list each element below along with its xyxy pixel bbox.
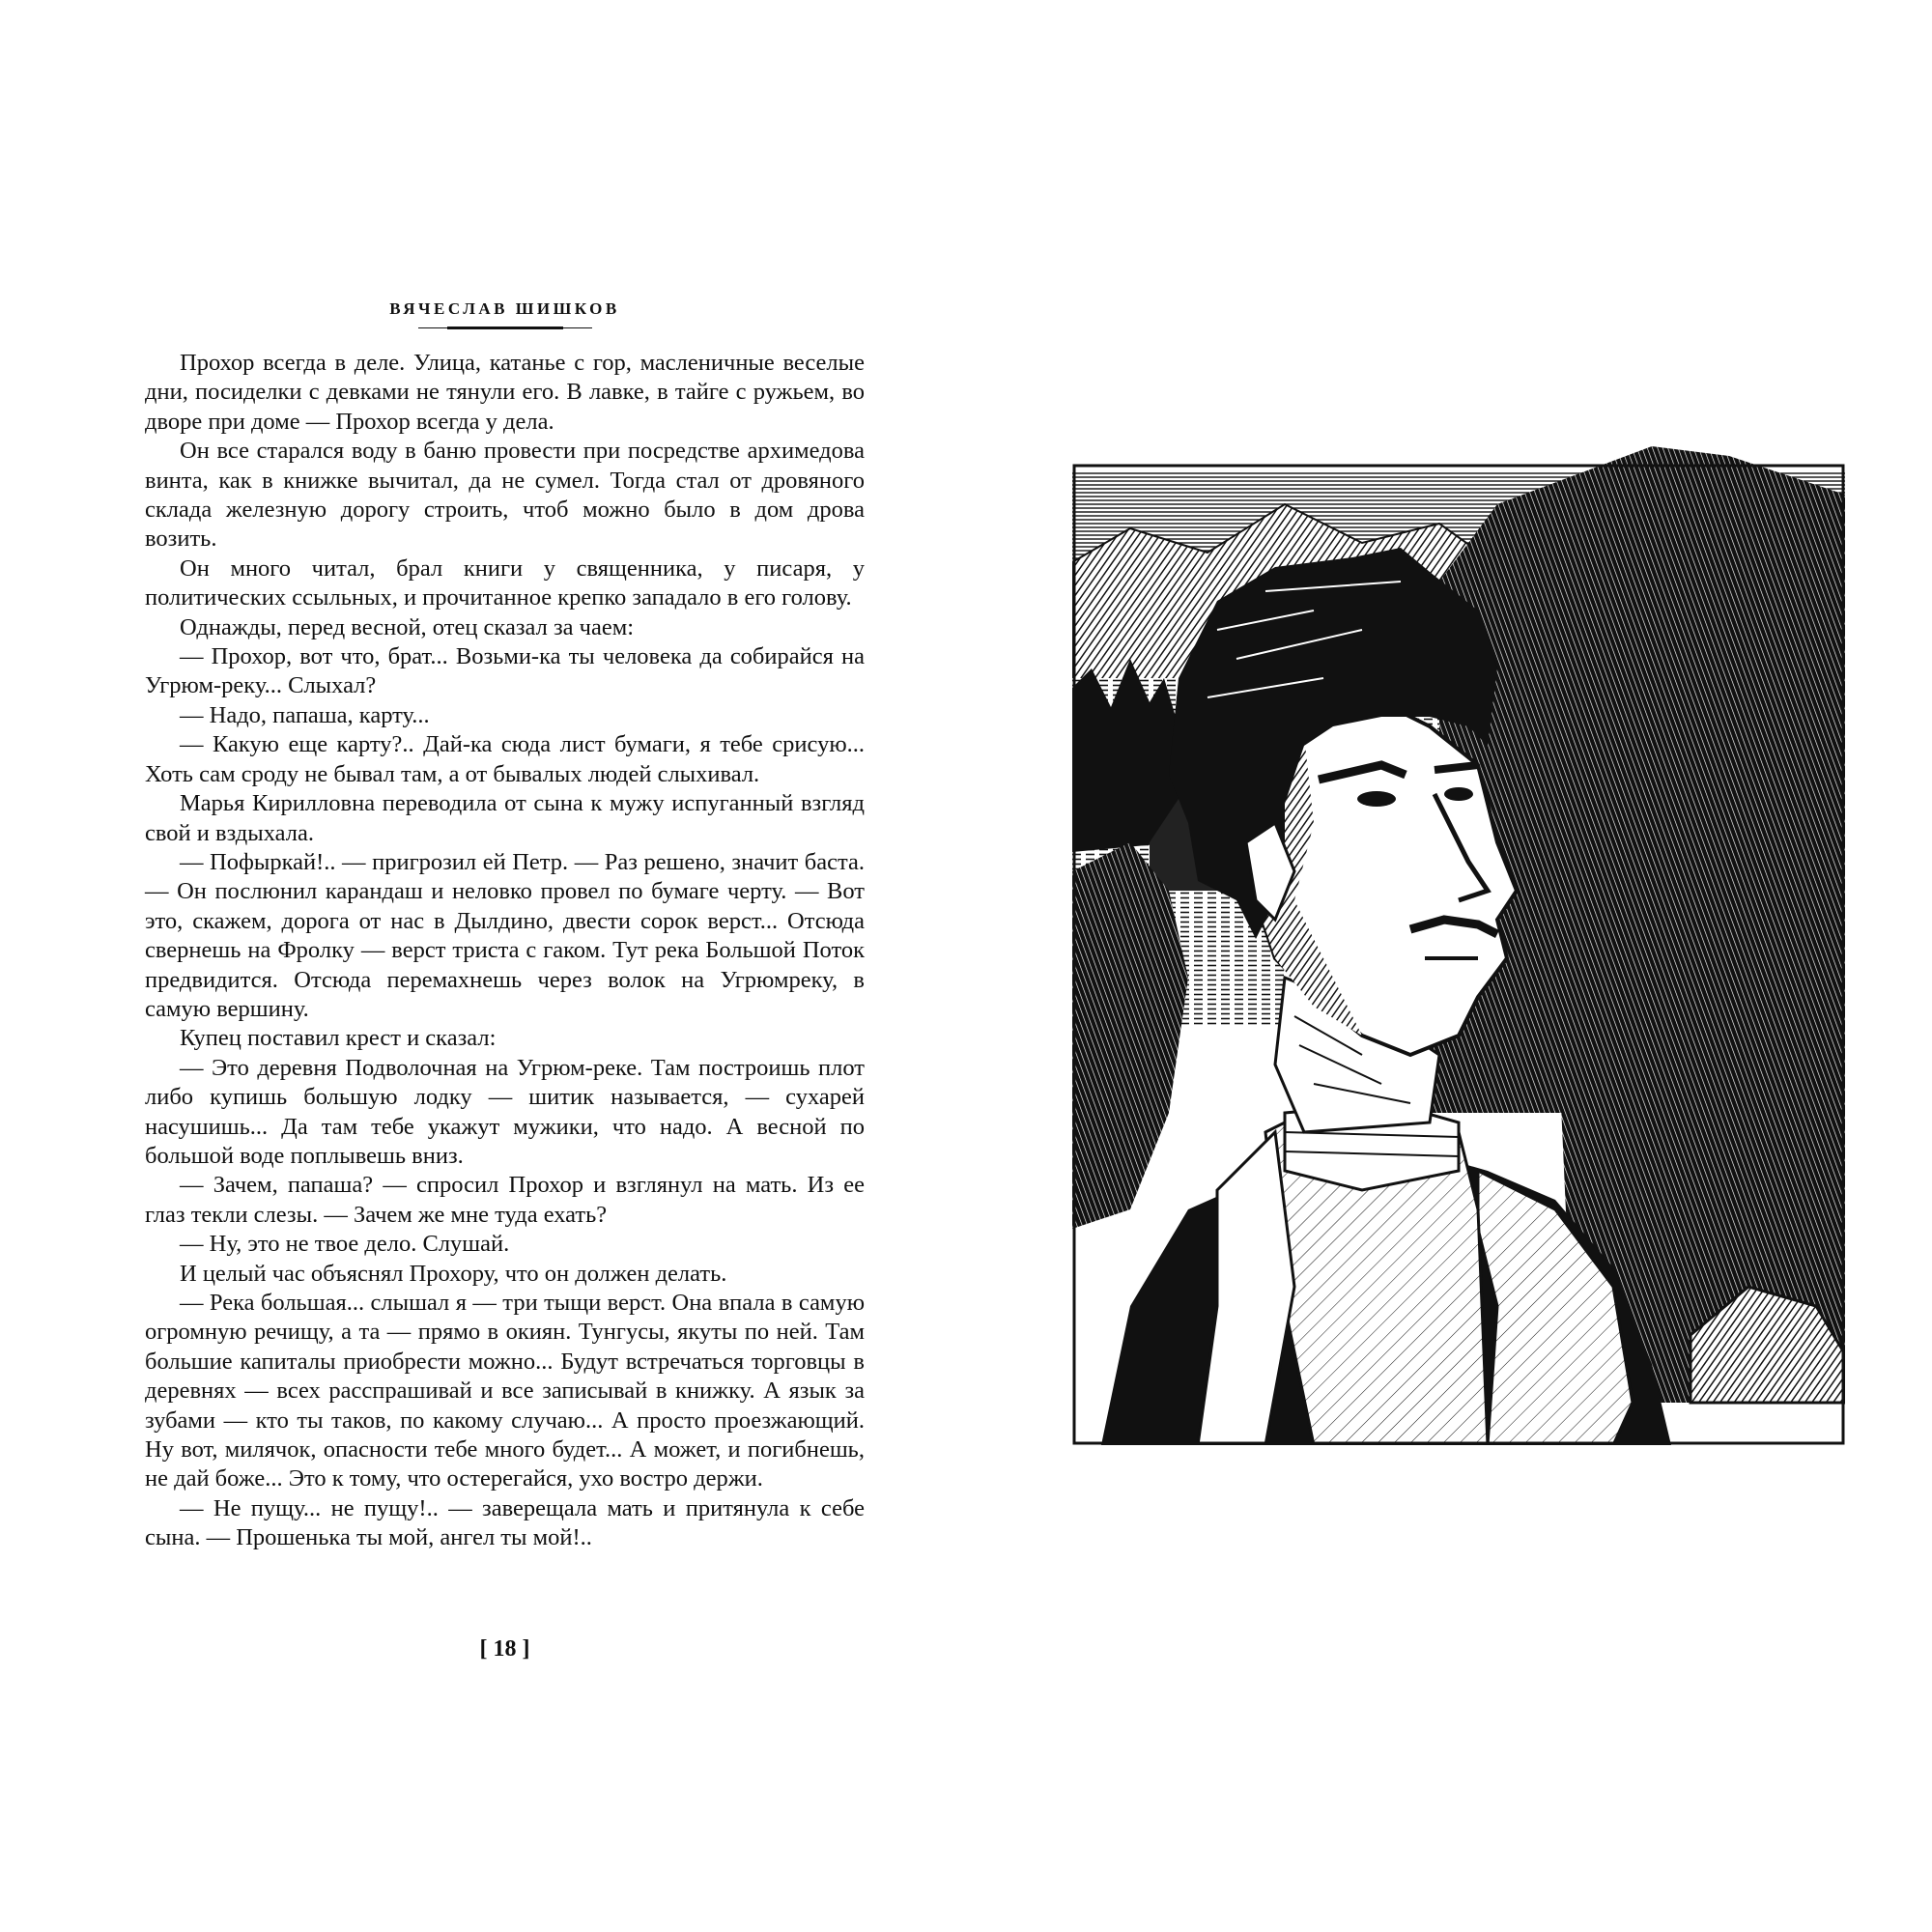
paragraph: Однажды, перед весной, отец сказал за чаем: <box>180 613 635 640</box>
woodcut-illustration <box>1072 437 1845 1445</box>
body-text <box>145 349 865 1553</box>
woodcut-portrait-icon <box>1072 437 1845 1445</box>
paragraph: Он много читал, брал книги у священника, у писаря, у политических ссыльных, и прочитанное крепко западало в его голову. <box>145 554 865 611</box>
running-head-rule <box>447 327 563 329</box>
paragraph: Он все старался воду в баню провести при посредстве архимедова винта, как в книжке вычитал, да не сумел. Тогда стал от дровяного склада железную дорогу строить, чтоб можно было в дом дрова возить. <box>145 438 865 553</box>
paragraph: — Надо, папаша, карту... <box>180 701 430 728</box>
paragraph: — Река большая... слышал я — три тыщи верст. Она впала в самую огромную речищу, а та — прямо в окиян. Тунгусы, якуты по ней. Там большие капиталы приобрести можно... Будут встречаться торговцы в деревнях — всех расспрашивай и все записывай в книжку. А язык за зубами — кто ты таков, по какому случаю... А просто проезжающий. Ну вот, милячок, опасности тебе много будет... А может, и погибнешь, не дай боже... Это к тому, что остерегайся, ухо востро держи. <box>145 1290 865 1492</box>
running-head: ВЯЧЕСЛАВ ШИШКОВ <box>389 299 620 318</box>
paragraph: — Ну, это не твое дело. Слушай. <box>180 1231 510 1258</box>
paragraph: — Пофыркай!.. — пригрозил ей Петр. — Раз решено, значит баста. — Он послюнил карандаш и неловко провел по бумаге черту. — Вот это, скажем, дорога от нас в Дылдино, двести сорок верст... Отсюда свернешь на Фролку — верст триста с гаком. Тут река Большой Поток предвидится. Отсюда перемахнешь через волок на Угрюмреку, в самую вершину. <box>145 848 865 1022</box>
paragraph: Марья Кирилловна переводила от сына к мужу испуганный взгляд свой и вздыхала. <box>145 790 865 846</box>
paragraph: Купец поставил крест и сказал: <box>180 1025 497 1052</box>
paragraph: — Прохор, вот что, брат... Возьми-ка ты человека да собирайся на Угрюм-реку... Слыхал? <box>145 643 865 699</box>
paragraph: — Зачем, папаша? — спросил Прохор и взглянул на мать. Из ее глаз текли слезы. — Зачем же мне туда ехать? <box>145 1172 865 1228</box>
paragraph: — Не пущу... не пущу!.. — заверещала мать и притянула к себе сына. — Прошенька ты мой, ангел ты мой!.. <box>145 1494 865 1551</box>
paragraph: Прохор всегда в деле. Улица, катанье с гор, масленичные веселые дни, посиделки с девками не тянули его. В лавке, в тайге с ружьем, во дворе при доме — Прохор всегда у дела. <box>145 350 865 435</box>
paragraph: И целый час объяснял Прохору, что он должен делать. <box>180 1260 727 1287</box>
paragraph: — Какую еще карту?.. Дай-ка сюда лист бумаги, я тебе срисую... Хоть сам сроду не бывал там, а от бывалых людей слыхивал. <box>145 731 865 787</box>
page-number: [ 18 ] <box>479 1636 530 1662</box>
paragraph: — Это деревня Подволочная на Угрюм-реке. Там построишь плот либо купишь большую лодку — шитик называется, — сухарей насушишь... Да там тебе укажут мужики, что надо. А весной по большой воде поплывешь вниз. <box>145 1054 865 1169</box>
left-page <box>145 299 865 1553</box>
